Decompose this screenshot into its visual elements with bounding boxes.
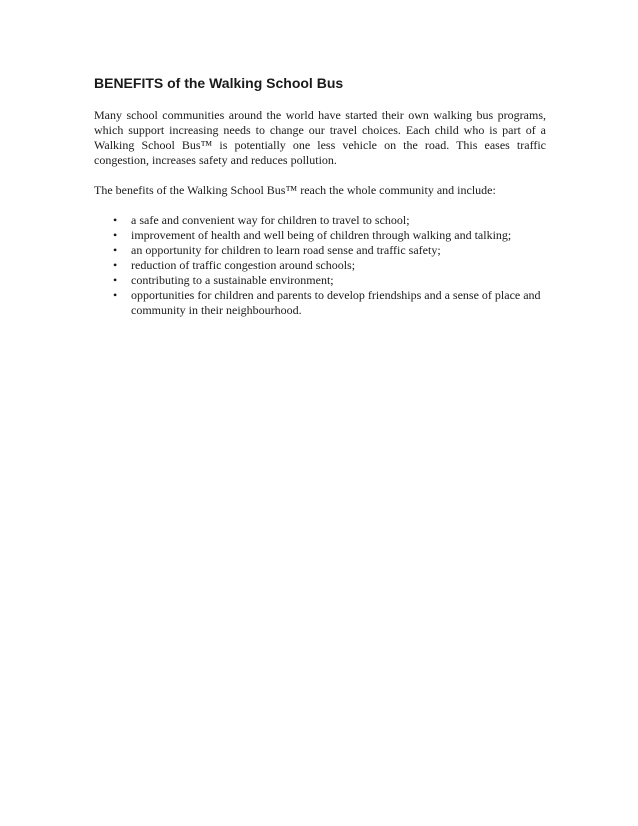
- list-item-text: an opportunity for children to learn road sense and traffic safety;: [131, 243, 441, 257]
- list-item-text: opportunities for children and parents to develop friendships and a sense of place and community in their neighbourhood.: [131, 288, 541, 317]
- document-content: [94, 75, 546, 318]
- bullet-icon: •: [113, 228, 118, 242]
- list-item: [94, 273, 546, 288]
- list-item: [94, 288, 546, 318]
- document-heading: BENEFITS of the Walking School Bus: [94, 75, 344, 91]
- benefits-list: [94, 213, 546, 318]
- list-item: [94, 258, 546, 273]
- list-item: [94, 213, 546, 228]
- benefits-intro-paragraph: The benefits of the Walking School Bus™ reach the whole community and include:: [94, 183, 496, 197]
- bullet-icon: •: [113, 213, 118, 227]
- list-item: [94, 228, 546, 243]
- list-item: [94, 243, 546, 258]
- bullet-icon: •: [113, 258, 118, 272]
- intro-paragraph: Many school communities around the world have started their own walking bus programs, which support increasing needs to change our travel choices. Each child who is part of a Walking School Bus™ is potentially one less vehicle on the road. This eases traffic congestion, increases safety and reduces pollution.: [94, 108, 546, 167]
- bullet-icon: •: [113, 288, 118, 302]
- bullet-icon: •: [113, 273, 118, 287]
- list-item-text: reduction of traffic congestion around schools;: [131, 258, 356, 272]
- bullet-icon: •: [113, 243, 118, 257]
- list-item-text: improvement of health and well being of children through walking and talking;: [131, 228, 512, 242]
- list-item-text: contributing to a sustainable environment;: [131, 273, 334, 287]
- list-item-text: a safe and convenient way for children to travel to school;: [131, 213, 410, 227]
